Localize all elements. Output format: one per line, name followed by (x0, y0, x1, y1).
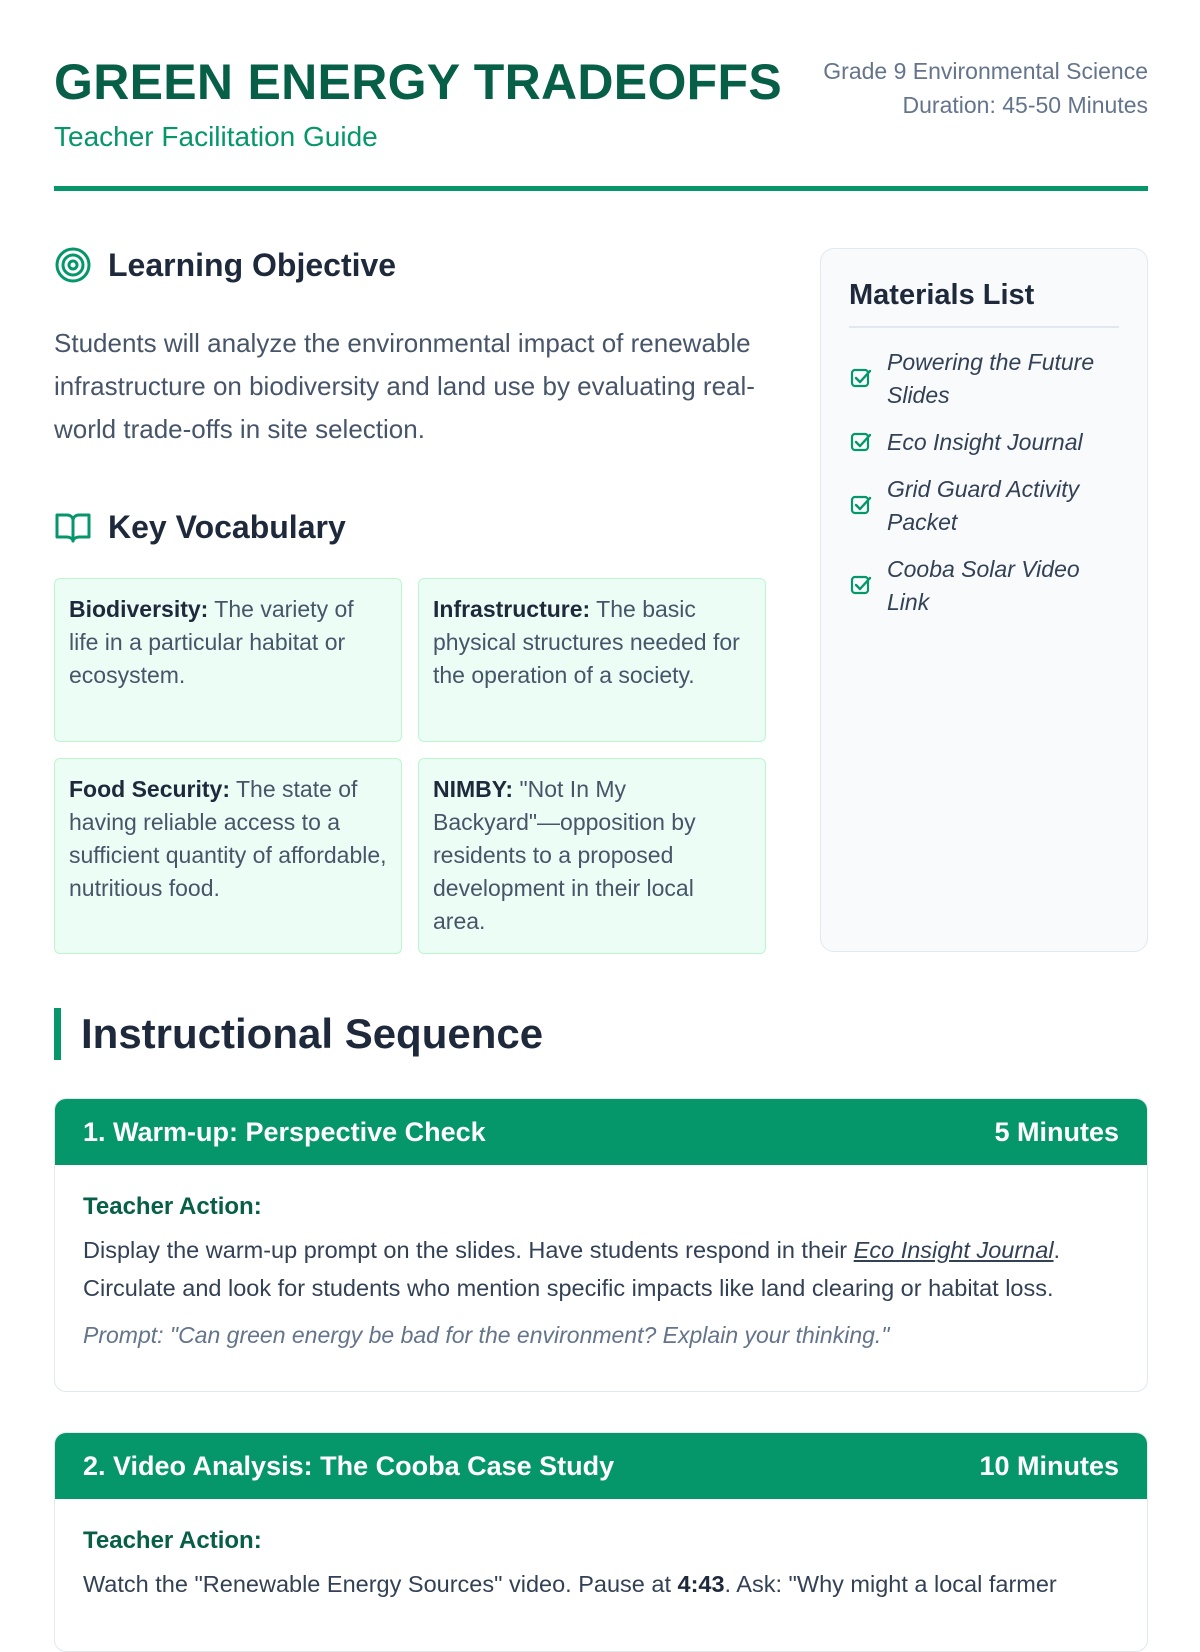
materials-item (849, 553, 1119, 619)
vocabulary-grid (54, 578, 766, 954)
objective-text: Students will analyze the environmental impact of renewable infrastructure on biodiversity and land use by evaluating real-world trade-offs in site selection. (54, 328, 755, 444)
step-body (55, 1165, 1147, 1353)
materials-item-label: Powering the Future Slides (887, 349, 1095, 408)
step-duration: 10 Minutes (979, 1450, 1119, 1481)
sequence-heading (54, 1008, 543, 1060)
vocab-definition: "Not In My Backyard"—opposition by residents to a proposed development in their local area. (433, 776, 696, 934)
objective-title: Learning Objective (108, 246, 397, 283)
vocab-card-nimby (418, 758, 766, 954)
step-header (55, 1433, 1147, 1499)
book-open-icon (54, 508, 92, 546)
teacher-action-text (83, 1231, 1119, 1307)
materials-item (849, 473, 1119, 539)
sequence-step-2 (54, 1432, 1148, 1652)
materials-title: Materials List (849, 279, 1119, 328)
action-text-end: . Circulate and look for students who mention specific impacts like land clearing or habitat loss. (83, 1237, 1061, 1301)
step-title: 2. Video Analysis: The Cooba Case Study (83, 1450, 615, 1481)
materials-list (849, 346, 1119, 619)
grade-label: Grade 9 Environmental Science (823, 58, 1148, 84)
check-square-icon (849, 431, 873, 455)
check-square-icon (849, 574, 873, 598)
sequence-step-1 (54, 1098, 1148, 1392)
target-icon (54, 246, 92, 284)
vocab-card-food-security (54, 758, 402, 954)
vocab-definition: The state of having reliable access to a sufficient quantity of affordable, nutritious food. (69, 776, 387, 901)
vocab-card-biodiversity (54, 578, 402, 742)
lesson-meta (823, 54, 1148, 122)
vocab-card-infrastructure (418, 578, 766, 742)
vocab-term: Biodiversity: (69, 596, 209, 622)
check-square-icon (849, 367, 873, 391)
materials-item (849, 346, 1119, 412)
materials-item-label: Cooba Solar Video Link (887, 556, 1080, 615)
step-body (55, 1499, 1147, 1603)
warmup-prompt: Prompt: "Can green energy be bad for the environment? Explain your thinking." (83, 1322, 890, 1348)
step-title: 1. Warm-up: Perspective Check (83, 1116, 486, 1147)
sequence-title: Instructional Sequence (81, 1010, 544, 1057)
materials-panel (820, 248, 1148, 952)
page-title: GREEN ENERGY TRADEOFFS (54, 54, 782, 110)
duration-label: Duration: 45-50 Minutes (902, 92, 1148, 118)
teacher-action-text (83, 1565, 1119, 1603)
vocabulary-heading (54, 508, 346, 546)
action-text-start: Watch the "Renewable Energy Sources" video. Pause at (83, 1571, 678, 1597)
materials-item (849, 426, 1119, 459)
page-header (54, 50, 1148, 155)
journal-link[interactable]: Eco Insight Journal (853, 1237, 1054, 1263)
check-square-icon (849, 494, 873, 518)
page-subtitle: Teacher Facilitation Guide (54, 121, 378, 152)
objective-heading (54, 246, 396, 284)
vocab-definition: The variety of life in a particular habitat or ecosystem. (69, 596, 354, 688)
video-timestamp: 4:43 (677, 1571, 725, 1597)
vocab-definition: The basic physical structures needed for the operation of a society. (433, 596, 740, 688)
header-divider (54, 186, 1148, 191)
vocab-term: NIMBY: (433, 776, 514, 802)
materials-item-label: Grid Guard Activity Packet (887, 476, 1080, 535)
teacher-action-label: Teacher Action: (83, 1193, 262, 1220)
materials-item-label: Eco Insight Journal (887, 429, 1083, 455)
step-duration: 5 Minutes (994, 1116, 1119, 1147)
vocab-term: Food Security: (69, 776, 231, 802)
action-text-end: . Ask: "Why might a local farmer (724, 1571, 1057, 1597)
step-header (55, 1099, 1147, 1165)
action-text-start: Display the warm-up prompt on the slides. Have students respond in their (83, 1237, 854, 1263)
teacher-action-label: Teacher Action: (83, 1527, 262, 1554)
vocab-term: Infrastructure: (433, 596, 591, 622)
vocabulary-title: Key Vocabulary (108, 508, 346, 545)
